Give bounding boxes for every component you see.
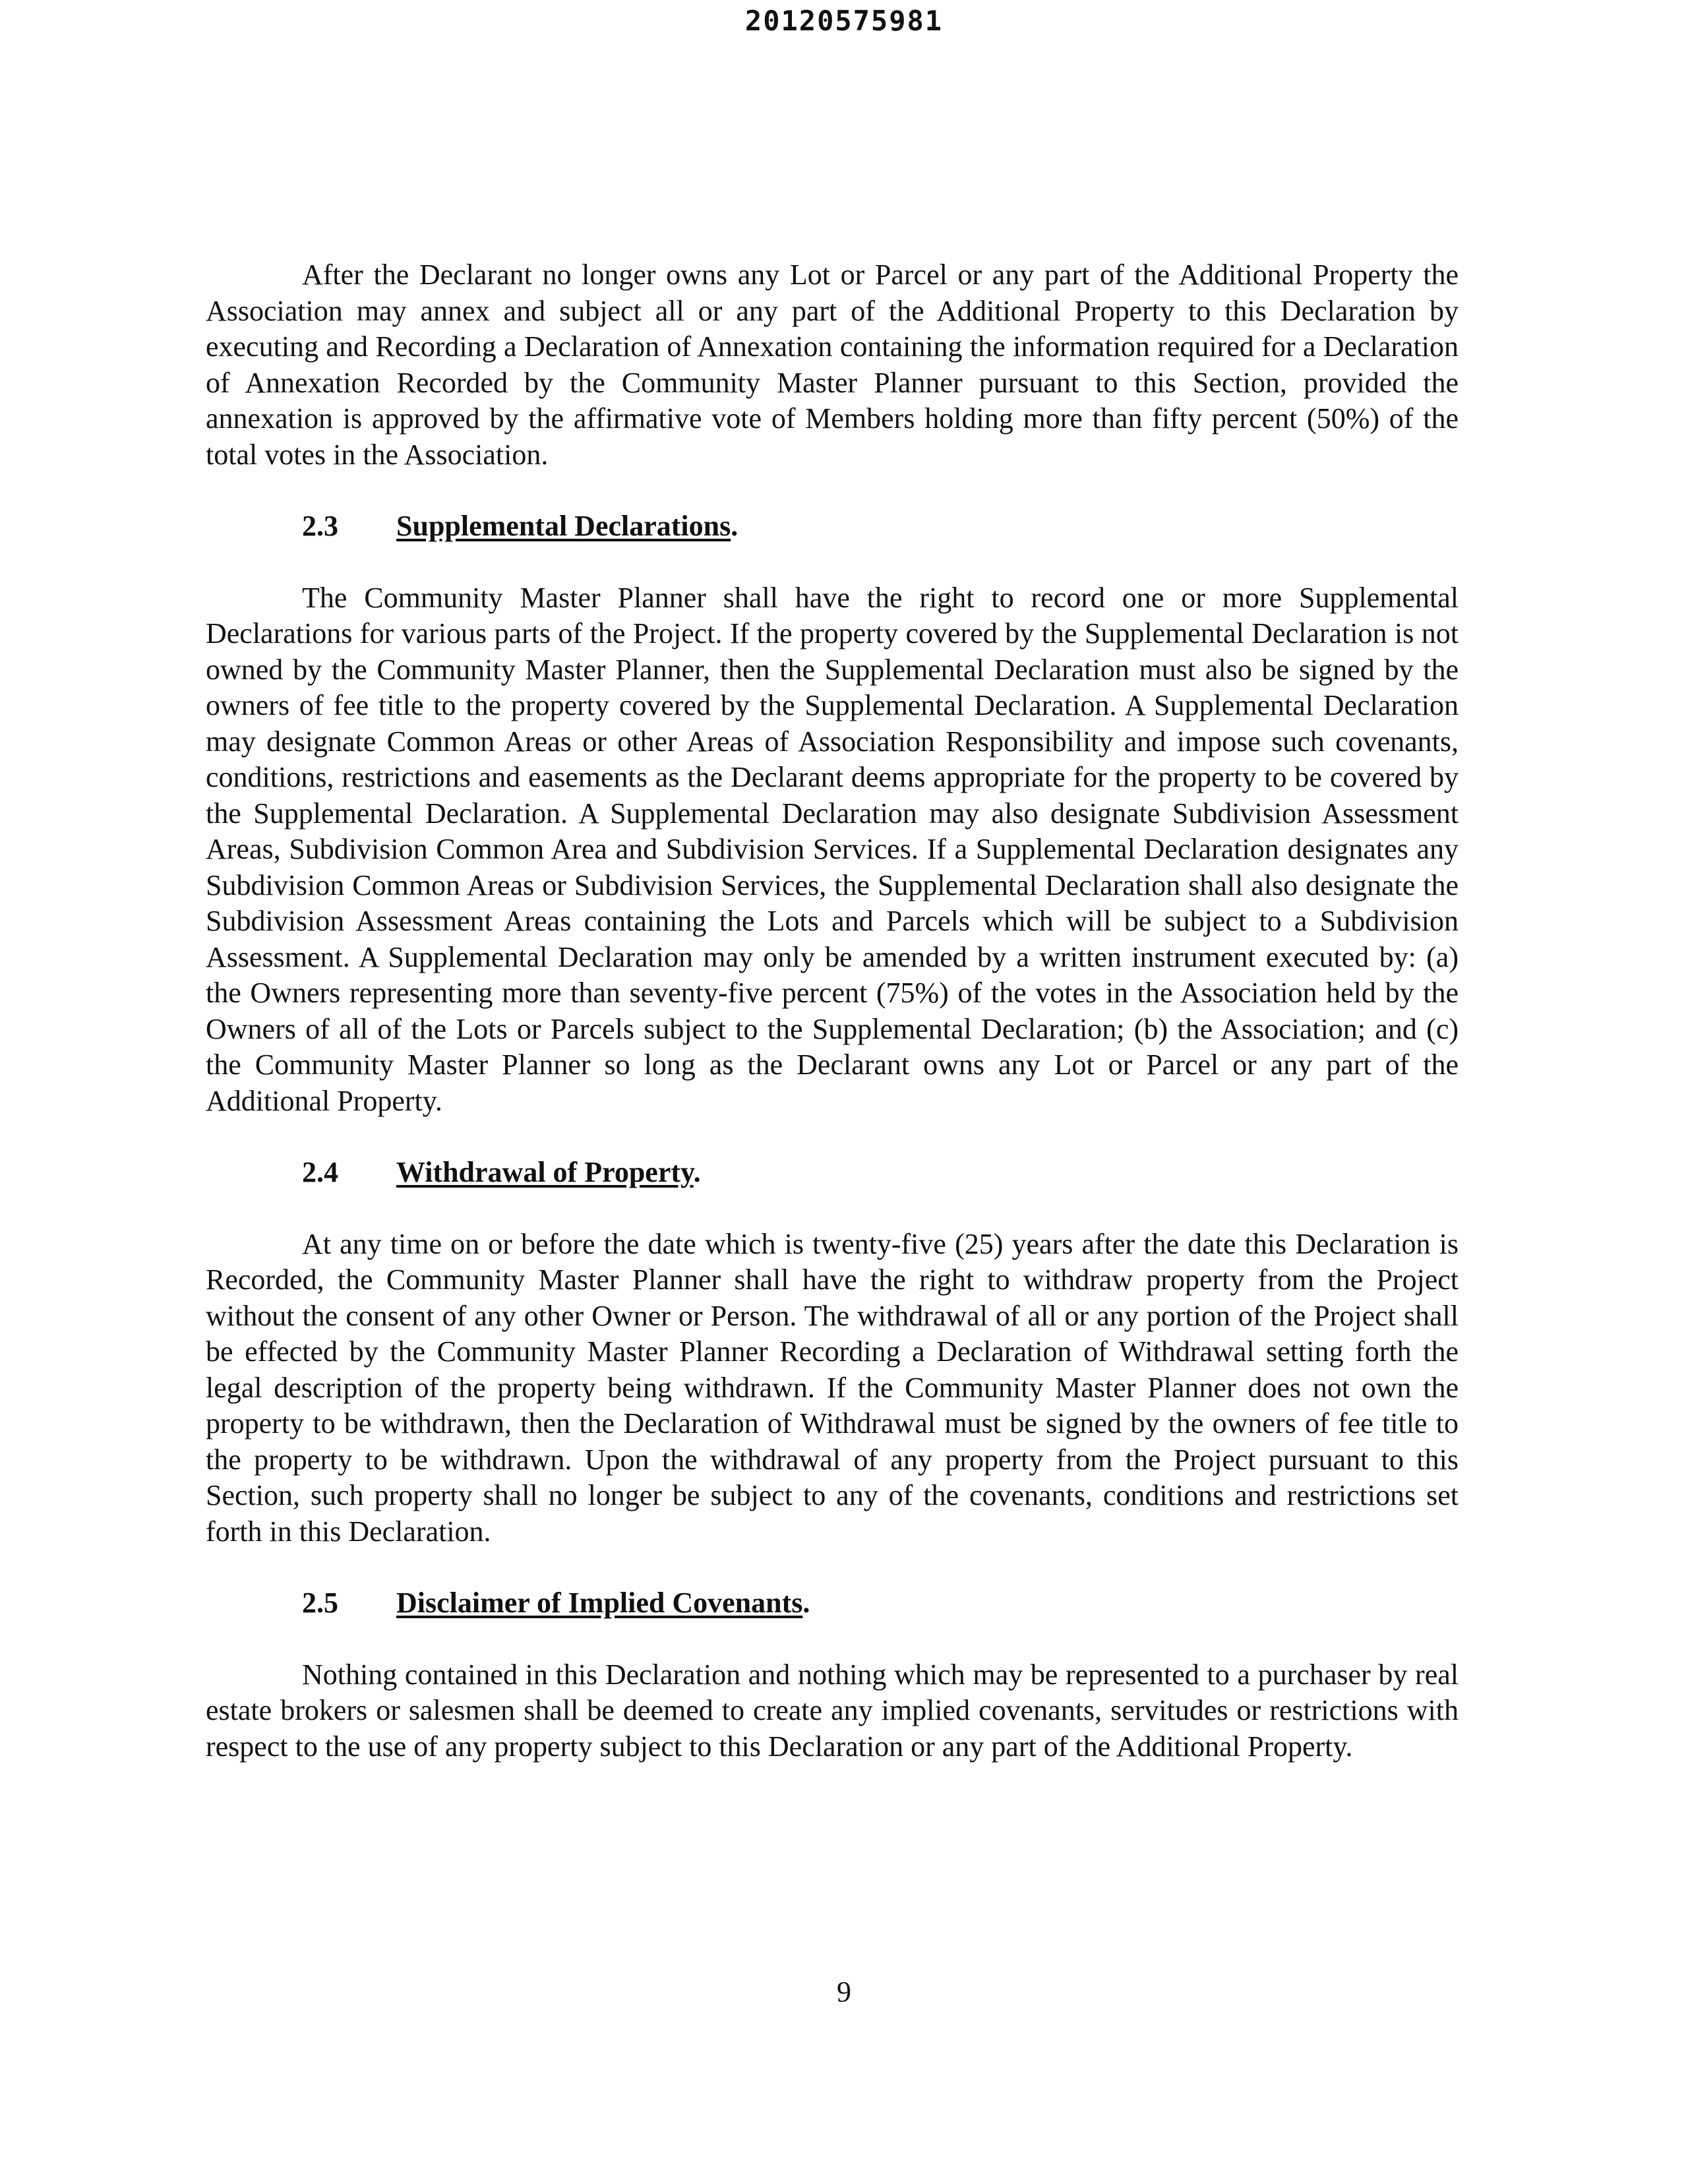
paragraph-disclaimer: Nothing contained in this Declaration and nothing which may be represented to a purchaser by real estate brokers or salesmen shall be deemed to create any implied covenants, servitudes or restrictions with respect to the use of any property subject to this Declaration or any part of the Additional Property. — [206, 1658, 1459, 1763]
section-heading-2-5 — [206, 1585, 1459, 1622]
document-body — [206, 257, 1459, 1765]
section-number: 2.5 — [302, 1587, 338, 1619]
section-title: Supplemental Declarations — [396, 510, 731, 542]
section-title-punct: . — [802, 1587, 810, 1619]
section-title: Withdrawal of Property — [396, 1156, 694, 1188]
section-number: 2.4 — [302, 1156, 338, 1188]
page-number: 9 — [837, 1976, 851, 2008]
section-heading-2-4 — [206, 1155, 1459, 1191]
paragraph-supplemental-declarations: The Community Master Planner shall have the right to record one or more Supplemental Declarations for various parts of the Project. If the property covered by the Supplemental Declaration is not owned by the Community Master Planner, then the Supplemental Declaration must also be signed by the owners of fee title to the property covered by the Supplemental Declaration. A Supplemental Declaration may designate Common Areas or other Areas of Association Responsibility and impose such covenants, conditions, restrictions and easements as the Declarant deems appropriate for the property to be covered by the Supplemental Declaration. A Supplemental Declaration may also designate Subdivision Assessment Areas, Subdivision Common Area and Subdivision Services. If a Supplemental Declaration designates any Subdivision Common Areas or Subdivision Services, the Supplemental Declaration shall also designate the Subdivision Assessment Areas containing the Lots and Parcels which will be subject to a Subdivision Assessment. A Supplemental Declaration may only be amended by a written instrument executed by: (a) the Owners representing more than seventy-five percent (75%) of the votes in the Association held by the Owners of all of the Lots or Parcels subject to the Supplemental Declaration; (b) the Association; and (c) the Community Master Planner so long as the Declarant owns any Lot or Parcel or any part of the Additional Property. — [206, 581, 1459, 1117]
paragraph-withdrawal-of-property: At any time on or before the date which is twenty-five (25) years after the date this Declaration is Recorded, the Community Master Planner shall have the right to withdraw property from the Project without the consent of any other Owner or Person. The withdrawal of all or any portion of the Project shall be effected by the Community Master Planner Recording a Declaration of Withdrawal setting forth the legal description of the property being withdrawn. If the Community Master Planner does not own the property to be withdrawn, then the Declaration of Withdrawal must be signed by the owners of fee title to the property to be withdrawn. Upon the withdrawal of any property from the Project pursuant to this Section, such property shall no longer be subject to any of the covenants, conditions and restrictions set forth in this Declaration. — [206, 1227, 1459, 1548]
section-title-punct: . — [731, 510, 738, 542]
section-title: Disclaimer of Implied Covenants — [396, 1587, 803, 1619]
paragraph-annexation: After the Declarant no longer owns any Lot or Parcel or any part of the Additional Property the Association may annex and subject all or any part of the Additional Property to this Declaration by executing and Recording a Declaration of Annexation containing the information required for a Declaration of Annexation Recorded by the Community Master Planner pursuant to this Section, provided the annexation is approved by the affirmative vote of Members holding more than fifty percent (50%) of the total votes in the Association. — [206, 258, 1459, 471]
section-heading-2-3 — [206, 508, 1459, 545]
document-number: 20120575981 — [744, 5, 944, 37]
section-title-punct: . — [693, 1156, 701, 1188]
section-number: 2.3 — [302, 510, 338, 542]
